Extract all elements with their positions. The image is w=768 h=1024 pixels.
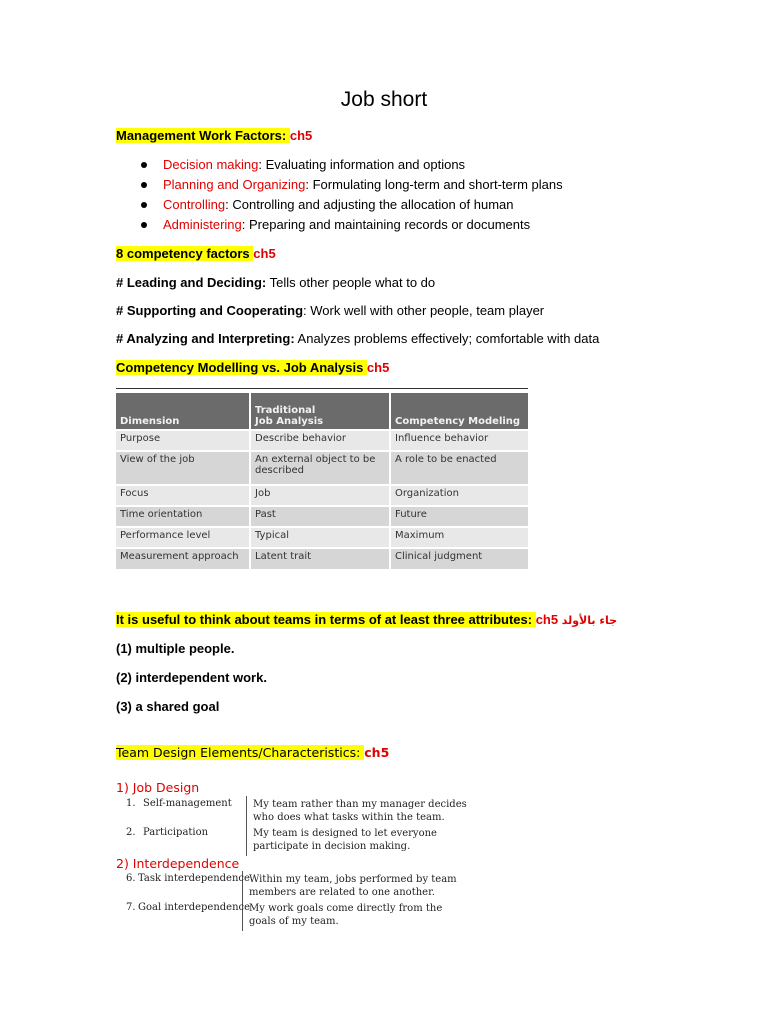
heading-text: Management Work Factors:: [116, 128, 290, 143]
teams-attributes-heading: [116, 612, 617, 627]
bullet-icon: [141, 182, 147, 188]
list-item: Planning and Organizing: Formulating long-term and short-term plans: [138, 176, 563, 196]
competency-factor-item: # Supporting and Cooperating: Work well with other people, team player: [116, 303, 545, 318]
table-row: 1. Self-management My team rather than my manager decides who does what tasks within the team.: [126, 798, 467, 823]
chapter-tag: ch5: [366, 360, 390, 375]
team-attribute: (3) a shared goal: [116, 699, 220, 714]
column-header: Traditional Job Analysis: [250, 393, 390, 430]
table-row: Measurement approach Latent trait Clinical judgment: [116, 548, 528, 569]
arabic-note: جاء بالأولد: [561, 614, 618, 627]
list-item: Decision making: Evaluating information and options: [138, 156, 563, 176]
heading-text: Team Design Elements/Characteristics:: [116, 745, 365, 760]
list-item: Administering: Preparing and maintaining records or documents: [138, 216, 563, 236]
chapter-tag: ch5: [289, 128, 313, 143]
team-design-heading: [116, 745, 389, 760]
table-header-row: [116, 393, 528, 430]
team-attribute: (2) interdependent work.: [116, 670, 267, 685]
management-factors-list: [138, 156, 563, 236]
table-row: 6. Task interdependence Within my team, jobs performed by team members are related to one another.: [126, 873, 457, 898]
job-design-table: [116, 796, 476, 856]
team-attribute: (1) multiple people.: [116, 641, 235, 656]
competency-factor-item: # Leading and Deciding: Tells other people what to do: [116, 275, 436, 290]
competency-vs-job-heading: [116, 360, 389, 375]
bullet-icon: [141, 222, 147, 228]
interdependence-table: [116, 871, 476, 931]
table-row: View of the job An external object to be described A role to be enacted: [116, 451, 528, 485]
table-row: 2. Participation My team is designed to let everyone participate in decision making.: [126, 827, 437, 852]
competency-factor-item: # Analyzing and Interpreting: Analyzes problems effectively; comfortable with data: [116, 331, 600, 346]
bullet-icon: [141, 202, 147, 208]
list-item: Controlling: Controlling and adjusting the allocation of human: [138, 196, 563, 216]
divider: [116, 388, 528, 389]
heading-text: It is useful to think about teams in terms of at least three attributes:: [116, 612, 536, 627]
table-row: Performance level Typical Maximum: [116, 527, 528, 548]
section-heading: 2) Interdependence: [116, 856, 240, 871]
section-heading: 1) Job Design: [116, 780, 200, 795]
heading-text: Competency Modelling vs. Job Analysis: [116, 360, 367, 375]
table-row: Purpose Describe behavior Influence behavior: [116, 430, 528, 451]
table-row: Time orientation Past Future: [116, 506, 528, 527]
page-title: Job short: [340, 88, 428, 111]
bullet-icon: [141, 162, 147, 168]
chapter-tag: ch5: [253, 246, 276, 261]
column-header: Competency Modeling: [390, 393, 528, 430]
chapter-tag: ch5: [364, 745, 390, 760]
table-row: 7. Goal interdependence My work goals come directly from the goals of my team.: [126, 902, 443, 927]
competency-factors-heading: [116, 246, 276, 261]
table-row: Focus Job Organization: [116, 485, 528, 506]
chapter-tag: ch5: [535, 612, 559, 627]
comparison-table: [116, 393, 528, 569]
heading-text: 8 competency factors: [116, 246, 254, 261]
column-header: Dimension: [116, 393, 250, 430]
management-work-factors-heading: [116, 128, 312, 143]
